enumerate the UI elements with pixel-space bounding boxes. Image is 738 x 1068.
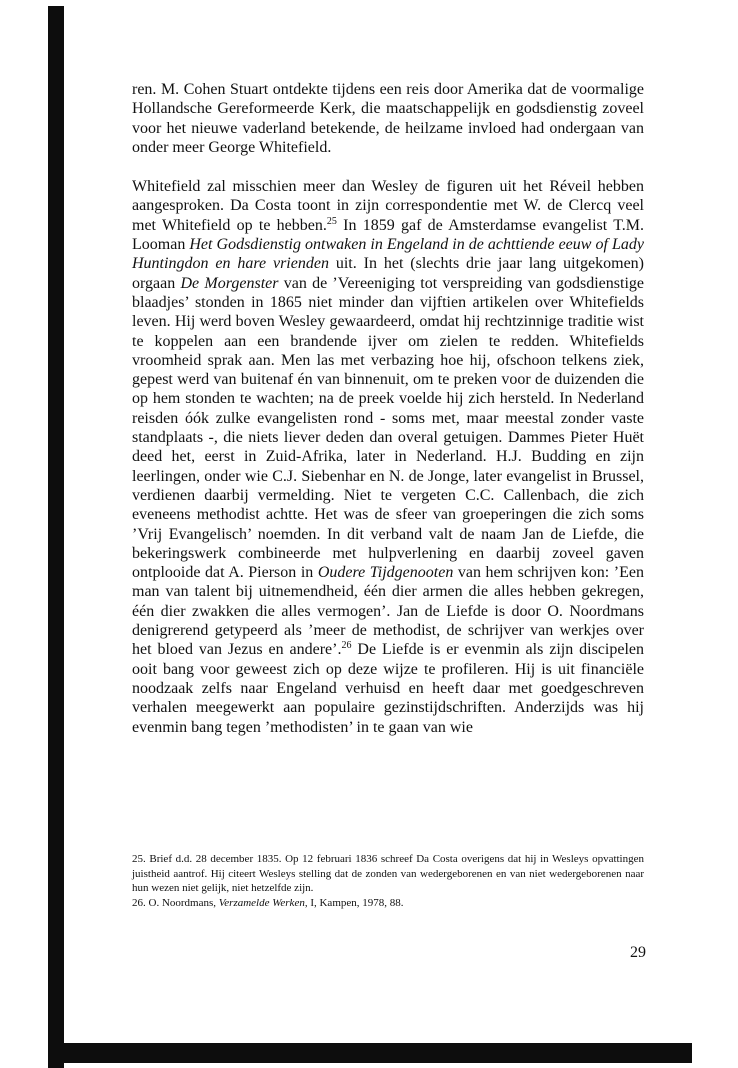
scan-edge-bottom [48,1043,692,1063]
text-run: 25. Brief d.d. 28 december 1835. Op 12 februari 1836 schreef Da Costa overigens dat hij in Wesleys opvattingen juistheid aantrof. Hij citeert Wesleys stelling dat de zonden van wedergeborenen en van niet wedergeborenen naar hun wezen niet gelijk, niet hetzelfde zijn. [132,853,644,894]
text-run: 26. O. Noordmans, [132,896,219,909]
text-run: , I, Kampen, 1978, 88. [304,896,404,909]
footnote-reference: 25 [326,215,337,227]
text-run: ren. M. Cohen Stuart ontdekte tijdens een reis door Amerika dat de voormalige Hollandsche Gereformeerde Kerk, die maatschappelijk en godsdienstig zoveel voor het nieuwe vaderland betekende, de heilzame invloed had ondergaan van onder meer George Whitefield. [132,81,644,156]
footnote-26 [132,896,644,911]
text-run: In 1859 gaf de Amsterdamse evangelist T.M. Looman [132,216,645,254]
scan-edge-left [48,6,64,1068]
body-text [132,80,644,737]
italic-title: De Morgenster [180,274,279,292]
italic-title: Oudere Tijdgenooten [317,564,454,582]
paragraph-2 [132,177,644,737]
text-run: van hem schrijven kon: ’Een man van talent bij uitnemendheid, één dier armen die alles hebben gekregen, één dier zwakken die alles vermogen’. Jan de Liefde is door O. Noordmans denigrerend getypeerd als ’meer de methodist, de schrijver van werkjes over het bloed van Jezus en andere’. [132,564,644,659]
text-run: uit. In het (slechts drie jaar lang uitgekomen) orgaan [132,255,645,292]
italic-title: Het Godsdienstig ontwaken in Engeland in de achttiende eeuw of Lady Huntingdon en hare vrienden [132,236,644,273]
text-run: Whitefield zal misschien meer dan Wesley de figuren uit het Réveil hebben aangesproken. Da Costa toont in zijn correspondentie met W. de Clercq veel met Whitefield op te hebben. [132,178,644,234]
footnotes [132,852,644,910]
footnote-25 [132,852,644,896]
paragraph-1 [132,80,644,157]
page-number: 29 [630,944,646,961]
text-run: De Liefde is er evenmin als zijn discipelen ooit bang voor geweest zich op deze wijze te profileren. Hij is uit financiële noodzaak zelfs naar Engeland verhuisd en heeft daar met goedgeschreven verhalen meegewerkt aan populaire gezinstijdschriften. Anderzijds was hij evenmin bang tegen ’methodisten’ in te gaan van wie [132,641,645,736]
text-run: van de ’Vereeniging tot verspreiding van godsdienstige blaadjes’ stonden in 1865 niet minder dan vijftien artikelen over Whitefields leven. Hij werd boven Wesley gewaardeerd, omdat hij rechtzinnige traditie wist te koppelen aan een brandende ijver om zielen te redden. Whitefields vroomheid sprak aan. Men las met verbazing hoe hij, ofschoon telkens ziek, gepest werd van buitenaf én van binnenuit, om te preken voor de duizenden die op hem stonden te wachten; na de preek voelde hij zich hersteld. In Nederland reisden óók zulke evangelisten rond - soms met, maar meestal zonder vaste standplaats -, die niets liever deden dan overal getuigen. Dammes Pieter Huët deed het, eerst in Zuid-Afrika, later in Nederland. H.J. Budding en zijn leerlingen, onder wie C.J. Siebenhar en N. de Jonge, later evangelist in Brussel, verdienen daarbij vermelding. Niet te vergeten C.C. Callenbach, die zich eveneens methodist achtte. Het was de sfeer van groeperingen die zich soms ’Vrij Evangelisch’ noemden. In dit verband valt de naam Jan de Liefde, die bekeringswerk combineerde met hulpverlening en daarbij zoveel gaven ontplooide dat A. Pierson in [132,274,645,582]
footnote-reference: 26 [341,640,352,652]
italic-title: Verzamelde Werken [218,896,305,909]
